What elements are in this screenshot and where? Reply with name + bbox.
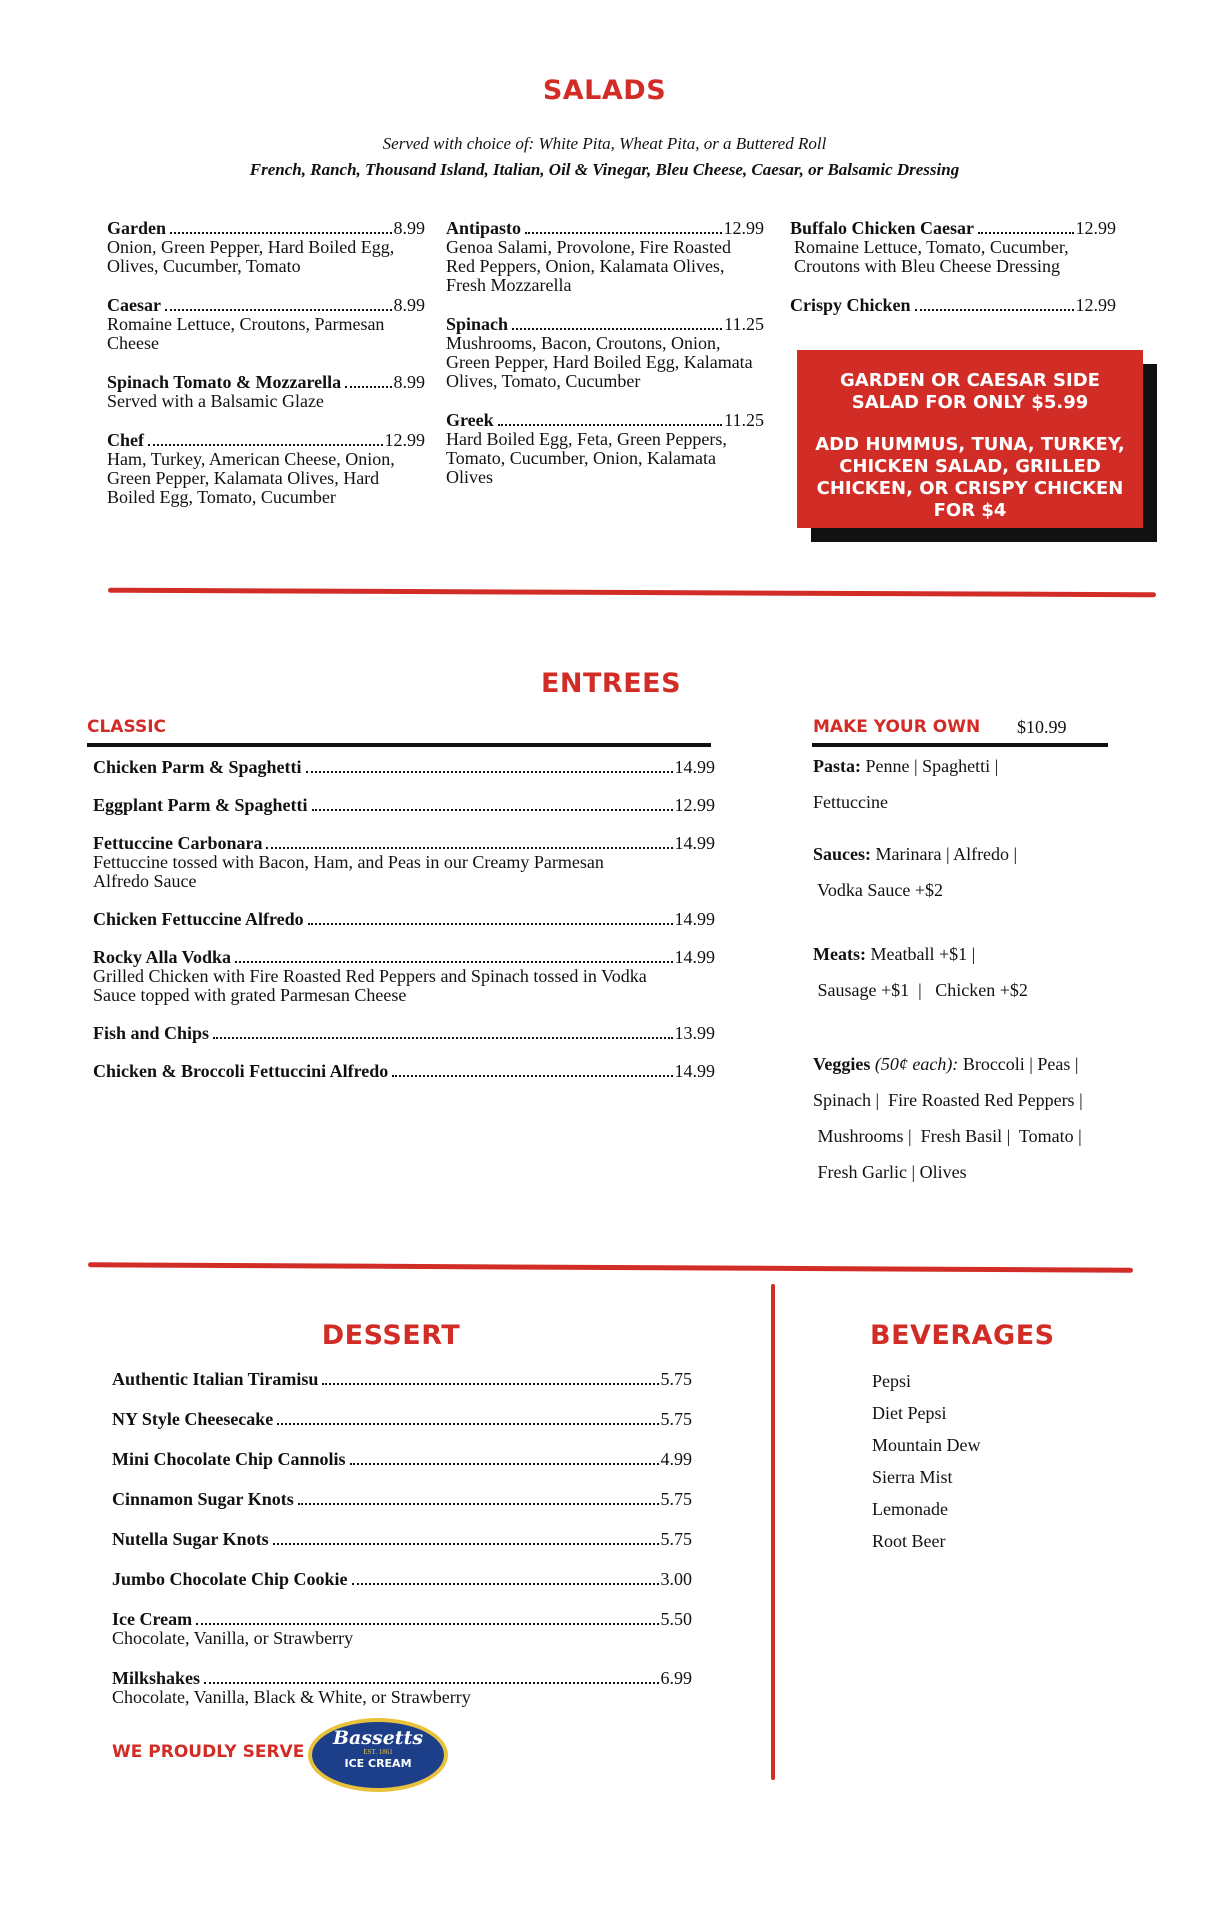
item-price: 12.99: [1075, 295, 1116, 315]
menu-item: [112, 1409, 692, 1429]
make-your-own-underline: [812, 743, 1108, 747]
leader-dots: [306, 771, 673, 773]
leader-dots: [165, 309, 392, 311]
menu-item: [112, 1529, 692, 1549]
item-name: Buffalo Chicken Caesar: [790, 218, 974, 238]
item-description: Fettuccine tossed with Bacon, Ham, and Peas in our Creamy Parmesan Alfredo Sauce: [93, 852, 604, 891]
beverages-title: BEVERAGES: [870, 1320, 1055, 1351]
item-price: 4.99: [660, 1449, 692, 1469]
leader-dots: [204, 1682, 658, 1684]
leader-dots: [170, 232, 391, 234]
list-item: Pepsi: [872, 1371, 912, 1391]
meats-label: Meats:: [813, 944, 866, 964]
leader-dots: [308, 923, 673, 925]
make-your-own-price: $10.99: [1017, 717, 1067, 737]
menu-item: [112, 1369, 692, 1389]
promo-side-salad: GARDEN OR CAESAR SIDE SALAD FOR ONLY $5.99: [840, 370, 1100, 413]
item-price: 14.99: [674, 1061, 715, 1081]
classic-label: CLASSIC: [87, 717, 166, 737]
item-price: 6.99: [660, 1668, 692, 1688]
item-name: Authentic Italian Tiramisu: [112, 1369, 319, 1389]
list-item: Diet Pepsi: [872, 1403, 947, 1423]
item-price: 5.50: [660, 1609, 692, 1629]
menu-item: [112, 1449, 692, 1469]
pasta-line-2: Fettuccine: [813, 792, 888, 812]
leader-dots: [213, 1037, 672, 1039]
pasta-label: Pasta:: [813, 756, 861, 776]
veggies-note: (50¢ each):: [874, 1054, 959, 1074]
item-description: Grilled Chicken with Fire Roasted Red Peppers and Spinach tossed in Vodka Sauce topped with grated Parmesan Cheese: [93, 966, 647, 1005]
leader-dots: [322, 1383, 658, 1385]
item-description: Genoa Salami, Provolone, Fire Roasted Red Peppers, Onion, Kalamata Olives, Fresh Mozzarella: [446, 237, 731, 295]
item-name: Jumbo Chocolate Chip Cookie: [112, 1569, 348, 1589]
pasta-line-1: [813, 748, 1133, 784]
item-price: 12.99: [723, 218, 764, 238]
item-name: Mini Chocolate Chip Cannolis: [112, 1449, 346, 1469]
leader-dots: [915, 309, 1074, 311]
menu-item: [790, 218, 1116, 276]
item-name: Eggplant Parm & Spaghetti: [93, 795, 308, 815]
promo-add-protein: ADD HUMMUS, TUNA, TURKEY, CHICKEN SALAD, GRILLED CHICKEN, OR CRISPY CHICKEN FOR $4: [815, 434, 1125, 521]
item-name: Fettuccine Carbonara: [93, 833, 263, 853]
leader-dots: [298, 1503, 659, 1505]
dessert-title: DESSERT: [321, 1320, 461, 1351]
menu-item: [93, 795, 715, 815]
salads-column-2: [446, 218, 764, 487]
leader-dots: [345, 386, 391, 388]
item-price: 5.75: [660, 1529, 692, 1549]
leader-dots: [266, 847, 672, 849]
sauces-options: Marinara | Alfredo |: [875, 844, 1018, 864]
item-description: Mushrooms, Bacon, Croutons, Onion, Green Pepper, Hard Boiled Egg, Kalamata Olives, Tomato, Cucumber: [446, 333, 753, 391]
list-item: Mountain Dew: [872, 1435, 981, 1455]
menu-item: [790, 295, 1116, 315]
item-name: Chicken Fettuccine Alfredo: [93, 909, 304, 929]
menu-item: [107, 295, 425, 353]
salads-served-with: Served with choice of: White Pita, Wheat Pita, or a Buttered Roll: [382, 134, 827, 153]
item-price: 14.99: [674, 757, 715, 777]
menu-item: [112, 1489, 692, 1509]
menu-item: [93, 909, 715, 929]
salads-dressings: French, Ranch, Thousand Island, Italian, Oil & Vinegar, Bleu Cheese, Caesar, or Balsamic Dressing: [249, 160, 960, 179]
menu-item: [446, 410, 764, 487]
meats-options: Meatball +$1 |: [870, 944, 976, 964]
menu-item: [112, 1609, 692, 1648]
item-price: 5.75: [660, 1409, 692, 1429]
item-name: Chef: [107, 430, 144, 450]
pasta-options: Penne | Spaghetti |: [865, 756, 999, 776]
item-price: 12.99: [674, 795, 715, 815]
item-price: 11.25: [724, 314, 764, 334]
make-your-own-options: [813, 748, 1133, 1190]
item-price: 14.99: [674, 947, 715, 967]
list-item: Root Beer: [872, 1531, 946, 1551]
item-name: Antipasto: [446, 218, 522, 238]
classic-underline: [87, 743, 711, 747]
list-item: Lemonade: [872, 1499, 948, 1519]
item-name: Garden: [107, 218, 167, 238]
item-description: Romaine Lettuce, Tomato, Cucumber, Croutons with Bleu Cheese Dressing: [794, 237, 1069, 276]
salads-column-1: [107, 218, 425, 507]
menu-item: [93, 1023, 715, 1043]
leader-dots: [978, 232, 1074, 234]
item-name: Milkshakes: [112, 1668, 201, 1688]
sauces-label: Sauces:: [813, 844, 871, 864]
leader-dots: [350, 1463, 659, 1465]
logo-est: EST. 1861: [363, 1748, 393, 1756]
item-price: 3.00: [660, 1569, 692, 1589]
item-name: Greek: [446, 410, 494, 430]
entrees-title: ENTREES: [540, 668, 682, 699]
make-your-own-label: MAKE YOUR OWN: [813, 717, 981, 737]
leader-dots: [392, 1075, 672, 1077]
item-price: 14.99: [674, 909, 715, 929]
section-divider: [88, 1262, 1133, 1272]
veggies-label: Veggies: [813, 1054, 871, 1074]
salad-promo-box: [797, 350, 1143, 528]
item-name: Chicken Parm & Spaghetti: [93, 757, 302, 777]
beverages-list: [872, 1365, 1122, 1557]
leader-dots: [512, 328, 722, 330]
veggies-options-1: Broccoli | Peas |: [962, 1054, 1079, 1074]
leader-dots: [525, 232, 721, 234]
item-description: Served with a Balsamic Glaze: [107, 391, 324, 411]
sauces-line-2: Vodka Sauce +$2: [813, 880, 943, 900]
menu-item: [107, 430, 425, 507]
item-name: NY Style Cheesecake: [112, 1409, 274, 1429]
leader-dots: [273, 1543, 659, 1545]
item-price: 8.99: [393, 218, 425, 238]
salads-column-3: [790, 218, 1116, 315]
item-price: 12.99: [1075, 218, 1116, 238]
leader-dots: [235, 961, 672, 963]
item-name: Spinach: [446, 314, 509, 334]
classic-entrees-list: [93, 757, 715, 1081]
list-item: Sierra Mist: [872, 1467, 953, 1487]
leader-dots: [148, 444, 383, 446]
leader-dots: [196, 1623, 658, 1625]
item-description: Chocolate, Vanilla, or Strawberry: [112, 1628, 354, 1648]
meats-line-2: Sausage +$1 | Chicken +$2: [813, 980, 1028, 1000]
sauces-line-1: [813, 836, 1133, 872]
logo-sub: ICE CREAM: [344, 1757, 412, 1770]
item-name: Spinach Tomato & Mozzarella: [107, 372, 342, 392]
item-name: Cinnamon Sugar Knots: [112, 1489, 294, 1509]
veggies-line-2: Spinach | Fire Roasted Red Peppers |: [813, 1090, 1083, 1110]
menu-item: [446, 314, 764, 391]
item-price: 5.75: [660, 1369, 692, 1389]
menu-item: [93, 1061, 715, 1081]
item-price: 14.99: [674, 833, 715, 853]
item-description: Romaine Lettuce, Croutons, Parmesan Cheese: [107, 314, 385, 353]
menu-item: [93, 833, 715, 891]
item-description: Onion, Green Pepper, Hard Boiled Egg, Olives, Cucumber, Tomato: [107, 237, 395, 276]
veggies-line-3: Mushrooms | Fresh Basil | Tomato |: [813, 1126, 1082, 1146]
item-price: 11.25: [724, 410, 764, 430]
dessert-list: [112, 1369, 692, 1707]
item-description: Ham, Turkey, American Cheese, Onion, Green Pepper, Kalamata Olives, Hard Boiled Egg, Tomato, Cucumber: [107, 449, 395, 507]
column-divider: [771, 1284, 775, 1780]
meats-line-1: [813, 936, 1133, 972]
item-price: 8.99: [393, 372, 425, 392]
item-price: 13.99: [674, 1023, 715, 1043]
item-name: Ice Cream: [112, 1609, 193, 1629]
proudly-serve-label: WE PROUDLY SERVE: [112, 1742, 305, 1762]
menu-item: [93, 757, 715, 777]
item-description: Chocolate, Vanilla, Black & White, or Strawberry: [112, 1687, 471, 1707]
item-price: 8.99: [393, 295, 425, 315]
leader-dots: [352, 1583, 659, 1585]
menu-item: [112, 1668, 692, 1707]
veggies-line-1: [813, 1046, 1133, 1082]
item-name: Fish and Chips: [93, 1023, 210, 1043]
menu-item: [107, 218, 425, 276]
veggies-line-4: Fresh Garlic | Olives: [813, 1162, 967, 1182]
item-name: Chicken & Broccoli Fettuccini Alfredo: [93, 1061, 389, 1081]
item-name: Caesar: [107, 295, 161, 315]
leader-dots: [498, 424, 723, 426]
menu-item: [446, 218, 764, 295]
item-price: 5.75: [660, 1489, 692, 1509]
logo-brand: Bassetts: [332, 1727, 424, 1749]
item-name: Nutella Sugar Knots: [112, 1529, 269, 1549]
leader-dots: [312, 809, 673, 811]
item-description: Hard Boiled Egg, Feta, Green Peppers, Tomato, Cucumber, Onion, Kalamata Olives: [446, 429, 727, 487]
menu-item: [93, 947, 715, 1005]
bassetts-logo: [308, 1718, 448, 1792]
salads-title: SALADS: [542, 75, 667, 106]
section-divider: [108, 588, 1156, 598]
leader-dots: [277, 1423, 658, 1425]
item-name: Rocky Alla Vodka: [93, 947, 232, 967]
menu-item: [107, 372, 425, 411]
menu-item: [112, 1569, 692, 1589]
item-price: 12.99: [384, 430, 425, 450]
item-name: Crispy Chicken: [790, 295, 911, 315]
